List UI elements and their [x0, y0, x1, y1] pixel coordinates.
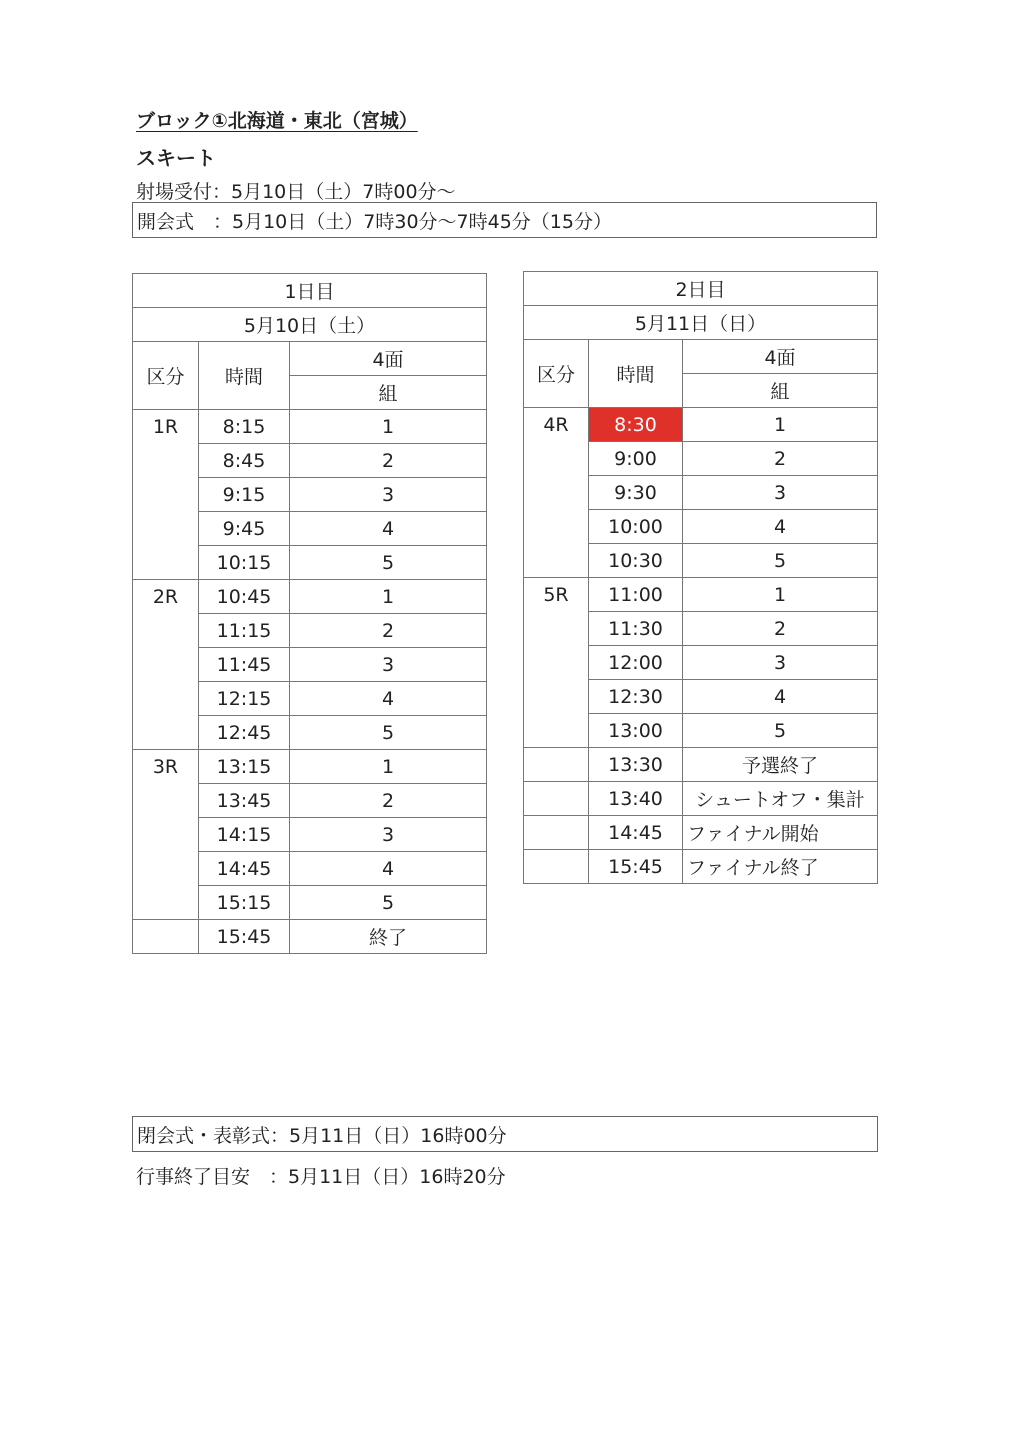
time-cell: 12:00: [589, 646, 683, 680]
event-name: スキート: [136, 146, 216, 170]
time-cell: 11:45: [199, 648, 290, 682]
reception-time: 射場受付：5月10日（土）7時00分～: [136, 181, 456, 203]
day1-label: 1日目: [133, 274, 487, 308]
group-cell: 4: [290, 682, 487, 716]
group-cell: 1: [290, 750, 487, 784]
day1-schedule-table: [132, 273, 487, 954]
time-cell: 15:45: [589, 850, 683, 884]
time-cell: 13:30: [589, 748, 683, 782]
opening-ceremony-box: [132, 202, 877, 238]
empty-kubun-cell: [524, 748, 589, 782]
column-group: 組: [290, 376, 487, 410]
column-kubun: 区分: [524, 340, 589, 408]
group-cell: 終了: [290, 920, 487, 954]
table-row: [524, 850, 878, 884]
group-cell: 2: [290, 784, 487, 818]
table-row: [524, 782, 878, 816]
time-cell: 11:15: [199, 614, 290, 648]
table-row: [524, 748, 878, 782]
day2-schedule-table: [523, 271, 878, 884]
group-cell: 2: [290, 444, 487, 478]
table-row: [524, 578, 878, 612]
group-cell: 3: [290, 478, 487, 512]
time-cell: 8:15: [199, 410, 290, 444]
time-cell: 12:15: [199, 682, 290, 716]
table-row: [133, 410, 487, 444]
round-label: 2R: [133, 580, 199, 750]
group-cell: 1: [290, 410, 487, 444]
group-cell: 予選終了: [683, 748, 878, 782]
group-cell: シュートオフ・集計: [683, 782, 878, 816]
time-cell: 14:45: [199, 852, 290, 886]
column-group: 組: [683, 374, 878, 408]
time-cell: 9:15: [199, 478, 290, 512]
group-cell: 4: [683, 510, 878, 544]
time-cell: 9:45: [199, 512, 290, 546]
column-time: 時間: [589, 340, 683, 408]
group-cell: 5: [290, 716, 487, 750]
day2-date: 5月11日（日）: [524, 306, 878, 340]
round-label: 5R: [524, 578, 589, 748]
group-cell: 2: [683, 612, 878, 646]
closing-ceremony-text: 閉会式・表彰式：5月11日（日）16時00分: [137, 1124, 507, 1147]
empty-kubun-cell: [524, 816, 589, 850]
time-cell: 13:00: [589, 714, 683, 748]
closing-ceremony-box: [132, 1116, 878, 1152]
time-cell: 13:15: [199, 750, 290, 784]
group-cell: 2: [683, 442, 878, 476]
round-label: 1R: [133, 410, 199, 580]
time-cell: 8:45: [199, 444, 290, 478]
group-cell: 1: [290, 580, 487, 614]
time-cell: 13:40: [589, 782, 683, 816]
group-cell: 5: [290, 546, 487, 580]
time-cell: 9:30: [589, 476, 683, 510]
group-cell: 1: [683, 578, 878, 612]
column-kubun: 区分: [133, 342, 199, 410]
group-cell: 4: [683, 680, 878, 714]
day2-label: 2日目: [524, 272, 878, 306]
group-cell: 3: [683, 476, 878, 510]
opening-ceremony-text: 開会式 ：5月10日（土）7時30分～7時45分（15分）: [137, 210, 612, 233]
round-label: 4R: [524, 408, 589, 578]
time-cell: 12:45: [199, 716, 290, 750]
time-cell: 10:15: [199, 546, 290, 580]
group-cell: ファイナル終了: [683, 850, 878, 884]
empty-kubun-cell: [524, 850, 589, 884]
table-row: [133, 580, 487, 614]
group-cell: 5: [290, 886, 487, 920]
time-cell: 14:45: [589, 816, 683, 850]
time-cell: 14:15: [199, 818, 290, 852]
group-cell: ファイナル開始: [683, 816, 878, 850]
time-cell: 15:15: [199, 886, 290, 920]
empty-kubun-cell: [524, 782, 589, 816]
group-cell: 1: [683, 408, 878, 442]
group-cell: 3: [290, 648, 487, 682]
empty-kubun-cell: [133, 920, 199, 954]
time-cell: 13:45: [199, 784, 290, 818]
time-cell: 10:00: [589, 510, 683, 544]
time-cell: 15:45: [199, 920, 290, 954]
time-cell: 10:45: [199, 580, 290, 614]
group-cell: 5: [683, 544, 878, 578]
time-cell: 11:30: [589, 612, 683, 646]
round-label: 3R: [133, 750, 199, 920]
event-end-estimate: 行事終了目安 ：5月11日（日）16時20分: [136, 1166, 506, 1188]
time-cell: 12:30: [589, 680, 683, 714]
group-cell: 2: [290, 614, 487, 648]
table-row: [133, 920, 487, 954]
day1-date: 5月10日（土）: [133, 308, 487, 342]
table-row: [133, 750, 487, 784]
time-cell: 10:30: [589, 544, 683, 578]
group-cell: 3: [290, 818, 487, 852]
group-cell: 4: [290, 852, 487, 886]
table-row: [524, 408, 878, 442]
time-cell: 11:00: [589, 578, 683, 612]
column-range: 4面: [290, 342, 487, 376]
column-range: 4面: [683, 340, 878, 374]
time-cell: 9:00: [589, 442, 683, 476]
highlighted-time-cell: 8:30: [589, 408, 683, 442]
group-cell: 3: [683, 646, 878, 680]
group-cell: 4: [290, 512, 487, 546]
table-row: [524, 816, 878, 850]
group-cell: 5: [683, 714, 878, 748]
document-title: ブロック①北海道・東北（宮城）: [136, 110, 418, 132]
column-time: 時間: [199, 342, 290, 410]
